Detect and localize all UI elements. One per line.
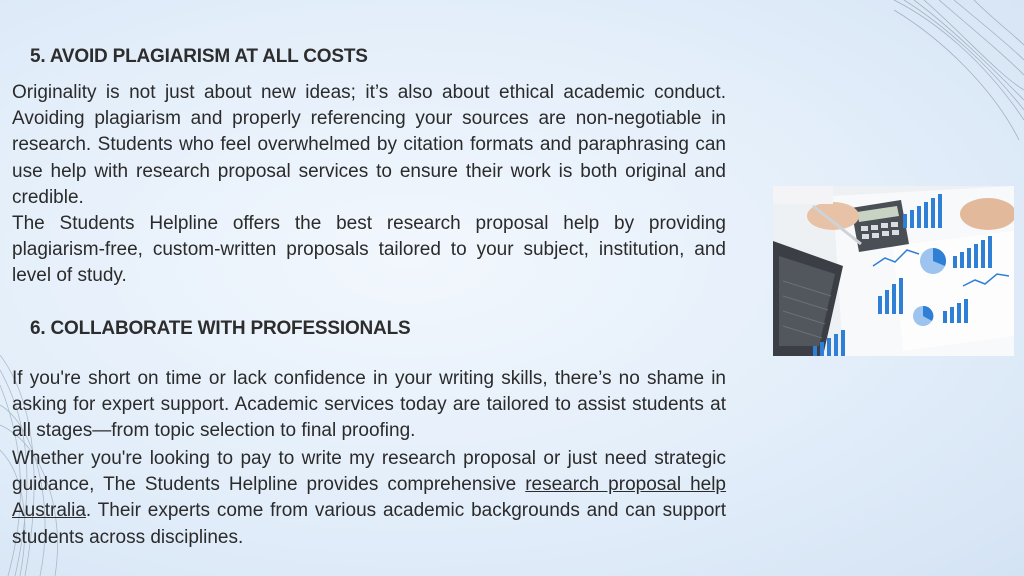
desk-charts-photo (773, 186, 1014, 356)
hand-image (960, 198, 1014, 230)
corner-line-decoration-top-right (894, 0, 1024, 140)
research-proposal-help-link[interactable]: research proposal help Australia (12, 474, 726, 522)
paragraph-strategic-guidance (12, 446, 726, 551)
section-heading-collaborate: 6. COLLABORATE WITH PROFESSIONALS (30, 318, 411, 339)
paragraph-text-before-link: Whether you're looking to pay to write my research proposal or just need strategic guidance, The Students Helpline provides comprehensive (12, 448, 726, 496)
paragraph-originality: Originality is not just about new ideas; it’s also about ethical academic conduct. Avoiding plagiarism and properly referencing your sources are non-negotiable in research. Students who feel overwhelmed by citation formats and paraphrasing can use help with research proposal services to ensure their work is both original and credible. (12, 82, 726, 208)
paragraph-students-helpline: The Students Helpline offers the best research proposal help by providing plagiarism-free, custom-written proposals tailored to your subject, institution, and level of study. (12, 213, 726, 287)
section-heading-avoid-plagiarism: 5. AVOID PLAGIARISM AT ALL COSTS (30, 46, 368, 67)
paragraph-text-after-link: . Their experts come from various academic backgrounds and can support students across disciplines. (12, 500, 726, 548)
paragraph-expert-support: If you're short on time or lack confidence in your writing skills, there’s no shame in asking for expert support. Academic services today are tailored to assist students at all stages—from topic selection to final proofing. (12, 368, 726, 442)
